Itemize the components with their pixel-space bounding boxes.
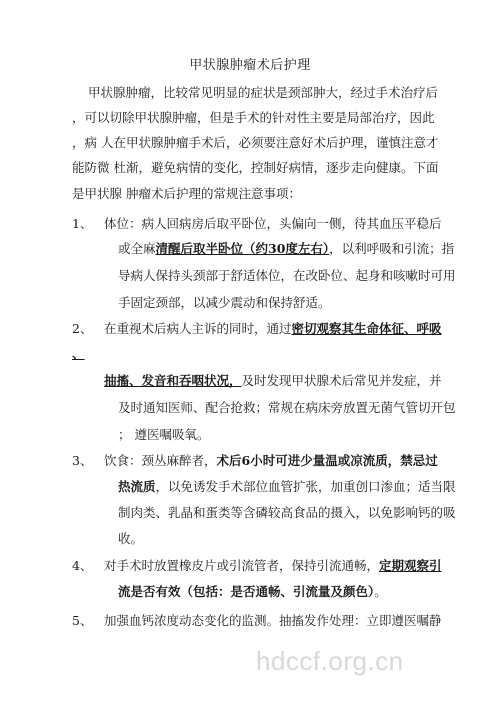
item-1-line-3: 导病人保持头颈部于舒适体位，在改卧位、起身和咳嗽时可用 xyxy=(118,268,456,283)
item-4-emphasis-2: 流是否有效（包括：是否通畅、引流量及颜色） xyxy=(118,584,375,599)
item-2-line-2b: 及时发现甲状腺术后常见并发症，并 xyxy=(241,373,442,388)
intro-line-1: 甲状腺肿瘤，比较常见明显的症状是颈部肿大，经过手术治疗后 xyxy=(88,85,439,100)
item-3-line-2 xyxy=(118,479,456,495)
item-1-line-4: 手固定颈部，以减少震动和保持舒适。 xyxy=(118,295,331,310)
item-4-number: 4、 xyxy=(72,558,93,573)
item-3-line-1 xyxy=(104,453,438,469)
item-1-line-2c: ，以利呼吸和引流；指 xyxy=(329,241,455,256)
item-1-line-1: 体位：病人回病房后取平卧位，头偏向一侧，待其血压平稳后 xyxy=(104,216,442,231)
page-title: 甲状腺肿瘤术后护理 xyxy=(189,58,311,73)
item-5-line-1: 加强血钙浓度动态变化的监测。抽搐发作处理：立即遵医嘱静 xyxy=(104,613,442,628)
item-1-line-2a: 或全麻 xyxy=(118,241,156,256)
item-2-line-3: 及时通知医师、配合抢救；常规在病床旁放置无菌气管切开包 xyxy=(118,400,456,415)
item-2-line-1 xyxy=(104,321,442,337)
item-3-emphasis-2: 热流质 xyxy=(118,479,156,494)
intro-line-5: 是甲状腺 肿瘤术后护理的常规注意事项： xyxy=(72,186,301,201)
item-2-line-2 xyxy=(104,373,442,389)
item-5-number: 5、 xyxy=(72,613,93,628)
item-4-line-1 xyxy=(104,558,442,574)
item-4-line-2b: 。 xyxy=(374,584,387,599)
item-1-line-2 xyxy=(118,241,454,257)
item-2-number: 2、 xyxy=(72,321,93,336)
item-3-number: 3、 xyxy=(72,453,93,468)
item-3-emphasis-1: 术后6小时可进少量温或凉流质，禁忌过 xyxy=(216,453,438,468)
watermark: hdccf.org.cn xyxy=(256,646,404,676)
item-4-emphasis-1: 定期观察引 xyxy=(379,558,442,573)
item-2-emphasis-1: 密切观察其生命体征、呼吸 xyxy=(291,321,442,336)
item-2-emphasis-2: 抽搐、发音和吞咽状况， xyxy=(104,373,242,388)
intro-line-4: 能防微 杜渐，避免病情的变化，控制好病情，逐步走向健康。下面 xyxy=(72,160,439,175)
item-3-line-4: 收。 xyxy=(118,531,144,546)
item-2-line-1c: 、 xyxy=(72,346,85,361)
item-2-line-1a: 在重视术后病人主诉的同时，通过 xyxy=(104,321,292,336)
intro-line-2: ，可以切除甲状腺肿瘤，但是手术的针对性主要是局部治疗，因此 xyxy=(72,110,435,125)
intro-line-3: ，病 人在甲状腺肿瘤手术后，必须要注意好术后护理，谨慎注意才 xyxy=(72,135,439,150)
item-3-line-2b: ，以免诱发手术部位血管扩张，加重创口渗血；适当限 xyxy=(155,479,456,494)
item-4-line-1a: 对手术时放置橡皮片或引流管者，保持引流通畅， xyxy=(104,558,380,573)
item-3-line-1a: 饮食：颈丛麻醉者， xyxy=(104,453,217,468)
item-1-number: 1、 xyxy=(72,216,93,231)
item-4-line-2 xyxy=(118,584,387,600)
item-1-emphasis: 清醒后取半卧位（约30度左右） xyxy=(155,241,330,256)
item-3-line-3: 制肉类、乳晶和蛋类等含磷较高食品的摄入，以免影响钙的吸 xyxy=(118,505,456,520)
item-2-line-4: ； 遵医嘱吸氧。 xyxy=(118,427,210,442)
